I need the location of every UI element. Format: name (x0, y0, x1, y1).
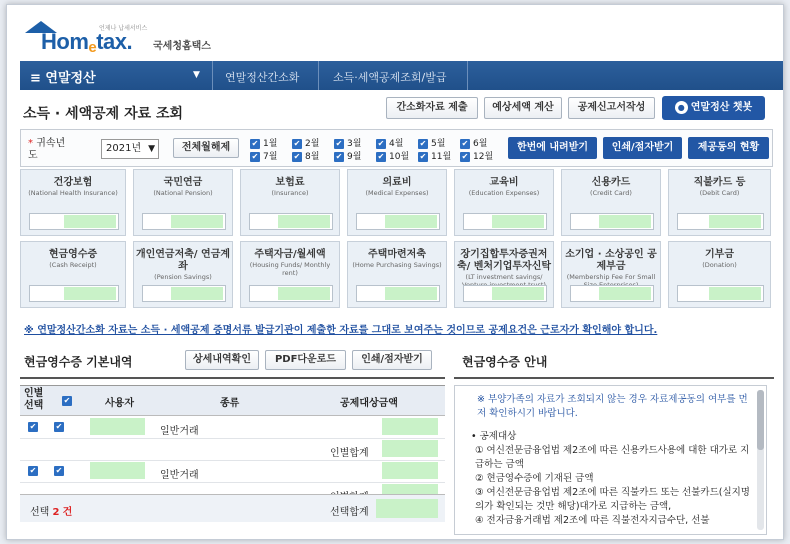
card-amount-field (356, 285, 440, 302)
checkbox-icon: ✔ (377, 151, 385, 161)
top-nav-bar (20, 61, 784, 90)
card-title: 개인연금저축/ 연금계좌 (135, 249, 231, 272)
checkbox-icon: ✔ (419, 151, 427, 161)
table-row[interactable] (20, 461, 445, 483)
deduction-card[interactable] (561, 169, 661, 236)
month-checkbox-5[interactable]: ✔ 5월 (419, 138, 446, 149)
card-title: 기부금 (705, 249, 734, 260)
card-subtitle: (Housing Funds/ Monthly rent) (249, 261, 331, 277)
type-cell: 일반거래 (160, 426, 199, 437)
card-title: 소기업 · 소상공인 공제부금 (565, 249, 657, 272)
print-braille-button[interactable]: 인쇄/점자받기 (603, 137, 682, 159)
row-checkbox[interactable]: ✔ (29, 466, 37, 475)
deduction-card[interactable] (454, 241, 554, 308)
card-amount-value (171, 287, 223, 300)
card-amount-field (29, 285, 119, 302)
card-amount-field (570, 213, 654, 230)
checkbox-icon: ✔ (335, 138, 343, 148)
print-button[interactable]: 인쇄/점자받기 (352, 350, 432, 370)
card-amount-value (492, 215, 544, 228)
checkbox-icon: ✔ (251, 151, 259, 161)
card-subtitle: (Credit Card) (590, 189, 632, 197)
checkbox-icon: ✔ (293, 151, 301, 161)
table-header (20, 386, 445, 416)
month-checkbox-6[interactable]: ✔ 6월 (461, 138, 488, 149)
person-total-value (382, 440, 438, 457)
month-checkbox-10[interactable]: ✔ 10월 (377, 151, 410, 162)
card-subtitle: (Pension Savings) (154, 273, 212, 281)
col-type: 종류 (220, 398, 240, 409)
checkbox-icon: ✔ (293, 138, 301, 148)
card-amount-value (278, 287, 330, 300)
card-subtitle: (Medical Expenses) (365, 189, 429, 197)
table-row[interactable] (20, 417, 445, 439)
filter-panel (20, 129, 773, 167)
user-cell (90, 418, 145, 435)
card-amount-value (278, 215, 330, 228)
section-divider (20, 377, 445, 379)
row-checkbox[interactable]: ✔ (55, 422, 63, 431)
cash-receipt-section-title: 현금영수증 기본내역 (24, 355, 133, 369)
card-amount-value (171, 215, 223, 228)
deduction-card[interactable] (561, 241, 661, 308)
card-subtitle: (Home Purchasing Savings) (352, 261, 442, 269)
select-all-checkbox[interactable]: ✔ (63, 396, 71, 405)
person-total-label: 인별합계 (330, 448, 369, 459)
card-amount-field (142, 285, 226, 302)
deduction-card[interactable] (240, 241, 340, 308)
guide-list (471, 430, 753, 528)
deduction-card[interactable] (668, 241, 771, 308)
row-checkbox[interactable]: ✔ (55, 466, 63, 475)
card-amount-value (385, 287, 437, 300)
card-title: 직불카드 등 (693, 177, 746, 188)
card-amount-value (599, 215, 651, 228)
consent-status-button[interactable]: 제공동의 현황 (688, 137, 769, 159)
nav-menu-button[interactable]: ≡ 연말정산 (30, 71, 96, 86)
col-user: 사용자 (105, 398, 134, 409)
card-title: 장기집합투자증권저축/ 벤처기업투자신탁 (456, 249, 552, 272)
app-window (6, 4, 784, 540)
card-amount-field (463, 285, 547, 302)
month-checkbox-8[interactable]: ✔ 8월 (293, 151, 320, 162)
page-title: 소득 · 세액공제 자료 조회 (23, 106, 184, 122)
guide-list-item: ③ 여신전문금융업법 제2조에 따른 직불카드 또는 선불카드(실지명의가 확인되는 것만 해당)대가로 지급하는 금액, (475, 487, 750, 512)
person-total-row (20, 439, 445, 461)
month-checkbox-2[interactable]: ✔ 2월 (293, 138, 320, 149)
submit-simplified-button[interactable]: 간소화자료 제출 (386, 97, 478, 119)
section-divider (454, 377, 774, 379)
card-subtitle: (LT investment savings/ (465, 273, 543, 281)
chatbot-button[interactable]: ● 연말정산 챗봇 (662, 96, 765, 120)
amount-cell (382, 418, 438, 435)
logo-wordmark: Hometax. (41, 29, 133, 56)
card-subtitle: (National Health Insurance) (28, 189, 118, 197)
notice-text: ※ 연말정산간소화 자료는 소득 · 세액공제 증명서류 발급기관이 제출한 자료를 그대로 보여주는 것이므로 공제요건은 근로자가 확인해야 합니다. (24, 325, 658, 336)
card-amount-value (64, 287, 116, 300)
card-amount-value (599, 287, 651, 300)
card-amount-field (249, 285, 333, 302)
card-subtitle: (Insurance) (271, 189, 309, 197)
guide-list-item: ② 현금영수증에 기재된 금액 (475, 473, 594, 484)
year-select[interactable]: 2021년 ▼ (101, 139, 159, 159)
card-amount-field (570, 285, 654, 302)
month-checkbox-12[interactable]: ✔ 12월 (461, 151, 494, 162)
row-checkbox[interactable]: ✔ (29, 422, 37, 431)
guide-list-item: ④ 전자금융거래법 제2조에 따른 직불전자지급수단, 선불 (475, 515, 710, 526)
card-amount-field (677, 285, 764, 302)
deduction-card[interactable] (454, 169, 554, 236)
detail-view-button[interactable]: 상세내역확인 (185, 350, 259, 370)
selected-total-value (376, 499, 438, 518)
pdf-download-button[interactable]: PDF다운로드 (265, 350, 346, 370)
checkbox-icon: ✔ (377, 138, 385, 148)
card-amount-field (677, 213, 764, 230)
logo-tagline: 언제나 납세서비스 (99, 25, 148, 32)
deduction-card[interactable] (347, 169, 447, 236)
card-title: 주택자금/월세액 (254, 249, 326, 260)
guide-panel (454, 385, 767, 535)
cash-receipt-table (20, 385, 445, 525)
card-amount-value (385, 215, 437, 228)
hometax-logo[interactable] (25, 21, 225, 55)
clear-all-months-button[interactable]: 전체월해제 (173, 138, 239, 158)
deduction-card[interactable] (347, 241, 447, 308)
card-amount-field (142, 213, 226, 230)
card-title: 국민연금 (163, 177, 203, 188)
month-checkbox-11[interactable]: ✔ 11월 (419, 151, 452, 162)
scrollbar-thumb[interactable] (757, 390, 764, 450)
card-amount-field (249, 213, 333, 230)
month-checkbox-3[interactable]: ✔ 3월 (335, 138, 362, 149)
month-checkbox-7[interactable]: ✔ 7월 (251, 151, 278, 162)
checkbox-icon: ✔ (461, 151, 469, 161)
cash-receipt-guide-title: 현금영수증 안내 (462, 355, 548, 369)
card-subtitle: (Membership Fee For Small (566, 273, 656, 281)
checkbox-icon: ✔ (419, 138, 427, 148)
download-all-button[interactable]: 한번에 내려받기 (508, 137, 597, 159)
guide-list-item: ① 여신전문금융업법 제2조에 따른 신용카드사용에 대한 대가로 지급하는 금액 (475, 445, 750, 470)
nav-separator (212, 61, 213, 90)
deduction-card[interactable] (668, 169, 771, 236)
deduction-card[interactable] (133, 241, 233, 308)
guide-list-item: • 공제대상 (471, 431, 517, 442)
logo-nts-label: 국세청홈택스 (153, 41, 211, 52)
type-cell: 일반거래 (160, 470, 199, 481)
selected-count-label: 선택 2 건 (30, 507, 73, 518)
deduction-card[interactable] (133, 169, 233, 236)
card-amount-value (492, 287, 544, 300)
card-subtitle: (Donation) (702, 261, 737, 269)
guide-note: ※ 부양가족의 자료가 조회되지 않는 경우 자료제공동의 여부를 먼저 확인하시기 바랍니다. (477, 394, 748, 419)
amount-cell (382, 462, 438, 479)
card-title: 신용카드 (591, 177, 631, 188)
col-amount: 공제대상금액 (340, 398, 398, 409)
card-title: 보험료 (275, 177, 305, 188)
nav-separator (318, 61, 319, 90)
chat-icon: ● (675, 101, 688, 114)
card-amount-field (29, 213, 119, 230)
card-amount-value (709, 287, 761, 300)
col-select: 인별 선택 (24, 388, 44, 411)
breadcrumb-deduction-lookup[interactable]: 소득·세액공제조회/발급 (333, 71, 447, 84)
card-subtitle: (Debit Card) (699, 189, 740, 197)
month-checkbox-4[interactable]: ✔ 4월 (377, 138, 404, 149)
chevron-down-icon[interactable]: ▼ (193, 70, 200, 80)
breadcrumb-simplified[interactable]: 연말정산간소화 (225, 71, 300, 84)
card-amount-field (463, 213, 547, 230)
card-title: 주택마련저축 (368, 249, 426, 260)
card-title: 교육비 (489, 177, 519, 188)
card-amount-value (709, 215, 761, 228)
card-subtitle: (National Pension) (153, 189, 213, 197)
write-declaration-button[interactable]: 공제신고서작성 (568, 97, 655, 119)
selected-total-label: 선택합계 (330, 507, 369, 518)
deduction-card[interactable] (20, 169, 126, 236)
card-title: 건강보험 (53, 177, 93, 188)
month-checkbox-9[interactable]: ✔ 9월 (335, 151, 362, 162)
user-cell (90, 462, 145, 479)
deduction-card[interactable] (20, 241, 126, 308)
checkbox-icon: ✔ (251, 138, 259, 148)
card-title: 현금영수증 (48, 249, 98, 260)
card-amount-field (356, 213, 440, 230)
estimate-tax-button[interactable]: 예상세액 계산 (484, 97, 562, 119)
nav-separator (467, 61, 468, 90)
checkbox-icon: ✔ (335, 151, 343, 161)
year-label: * 귀속년도 (28, 138, 66, 161)
card-subtitle: (Education Expenses) (468, 189, 540, 197)
month-checkbox-1[interactable]: ✔ 1월 (251, 138, 278, 149)
deduction-card[interactable] (240, 169, 340, 236)
card-amount-value (64, 215, 116, 228)
card-subtitle: (Cash Receipt) (49, 261, 97, 269)
selection-footer (20, 494, 445, 522)
scrollbar[interactable] (757, 390, 764, 530)
card-title: 의료비 (382, 177, 412, 188)
checkbox-icon: ✔ (461, 138, 469, 148)
